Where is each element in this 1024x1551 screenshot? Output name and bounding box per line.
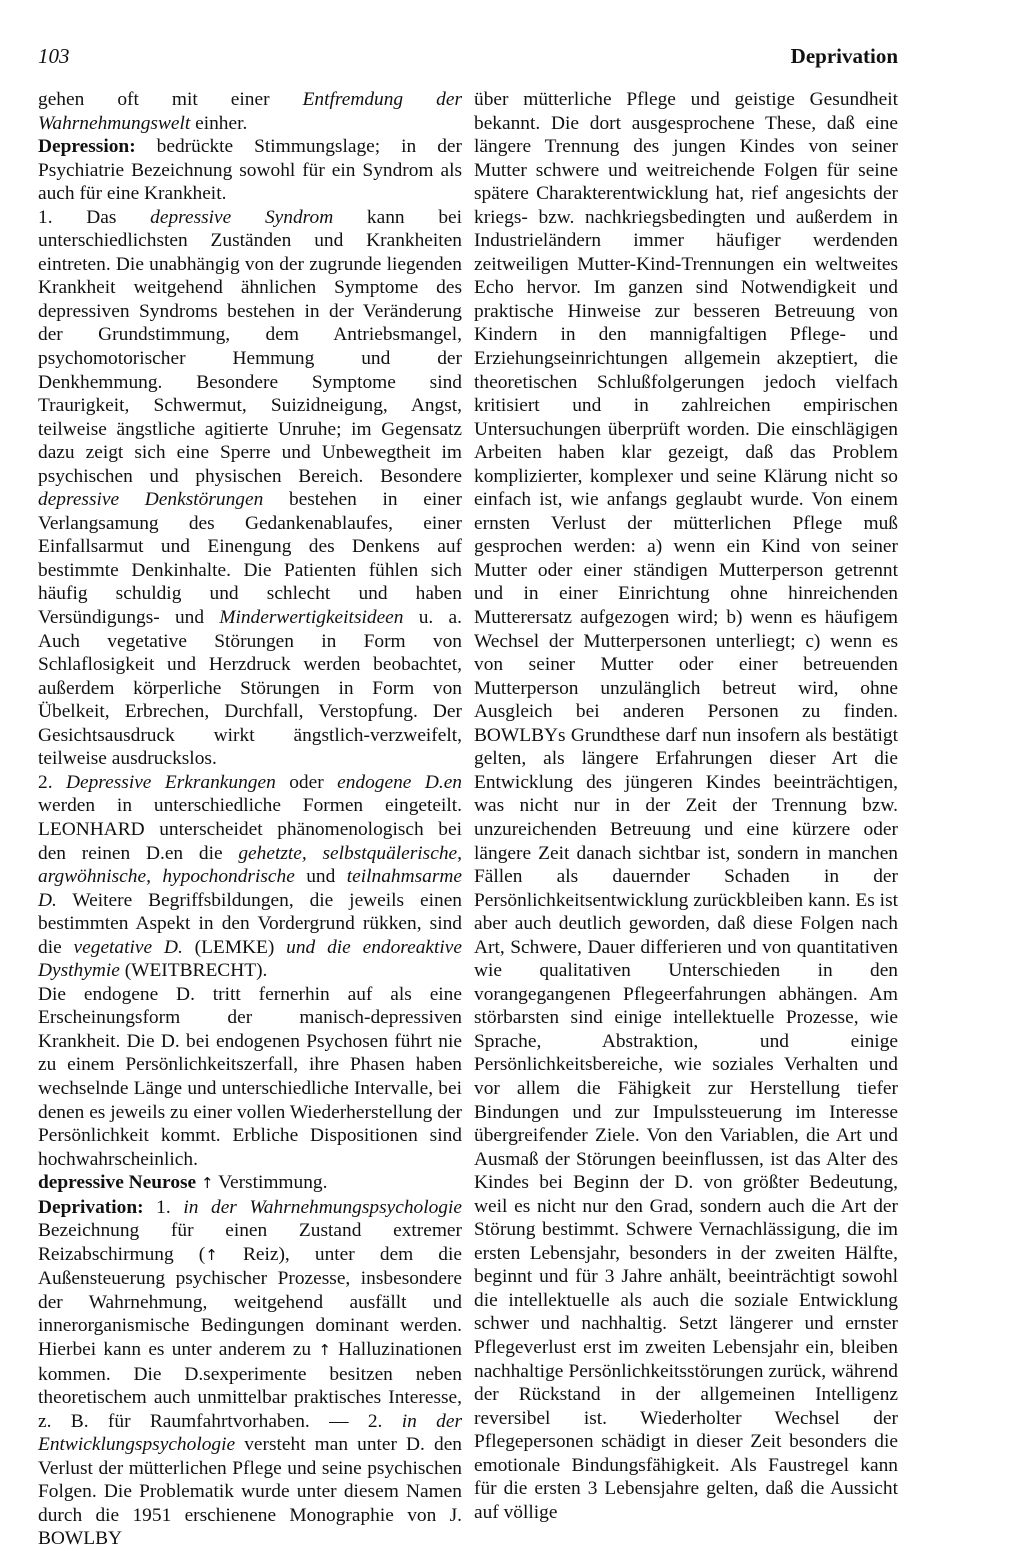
italic-term: depressive Denkstörungen [38, 489, 264, 511]
text-run: Halluzinationen kommen. Die D.sexperimente besitzen neben theoretischem auch unmittelbar praktisches Interesse, z. B. für Raumfahrtvorhaben. — 2. [38, 1338, 462, 1432]
text-run: u. a. Auch vegetative Störungen in Form von Schlaflosigkeit und Herzdruck werden beobachtet, außerdem körperliche Störungen in Form von Übelkeit, Erbrechen, Durchfall, Verstopfung. Der Gesichtsausdruck wirkt ängstlich-verzweifelt, teilweise ausdruckslos. [38, 607, 462, 770]
paragraph-depressive-erkrankungen [38, 771, 462, 983]
text-run: (LEMKE) [182, 936, 287, 958]
running-head: Deprivation [790, 44, 898, 68]
entry-term: Depression: [38, 136, 136, 158]
text-run: gehen oft mit einer [38, 89, 303, 110]
text-run: (WEITBRECHT). [119, 960, 268, 982]
text-run: einher. [190, 112, 248, 134]
paragraph-depressive-syndrom [38, 206, 462, 771]
entry-deprivation [38, 1196, 462, 1551]
text-run: 2. [38, 771, 66, 793]
entry-definition: bedrückte Stimmungslage; in der Psychiatrie Bezeichnung sowohl für ein Syndrom als auch für eine Krankheit. [38, 136, 462, 205]
cross-reference: Verstimmung. [213, 1172, 328, 1194]
paragraph-endogene-d [38, 983, 462, 1171]
text-run: Weitere Begriffsbildungen, die jeweils einen bestimmten Aspekt in den Vordergrund rükken, sind die [38, 889, 462, 958]
page-number: 103 [38, 44, 70, 68]
text-run: 1. Das [38, 206, 151, 228]
text-run: und [294, 866, 347, 888]
entry-depression [38, 135, 462, 206]
entry-term: depressive Neurose [38, 1172, 197, 1194]
paragraph-continuation [38, 88, 462, 135]
italic-term: in der Wahrnehmungspsychologie [183, 1196, 462, 1218]
italic-term: in der Entwicklungspsychologie [38, 1410, 463, 1456]
text-run: Bezeichnung für einen Zustand extremer Reizabschirmung ( [38, 1220, 462, 1265]
cross-reference-arrow-icon: ↑ [201, 1174, 214, 1193]
text-run: bestehen in einer Verlangsamung des Gedankenablaufes, einer Einfallsarmut und Einengung des Denkens auf bestimmte Denkinhalte. Die Patienten fühlen sich häufig schuldig und schlecht und haben Versündigungs- und [38, 489, 462, 629]
text-run: Die endogene D. tritt fernerhin auf als eine Erscheinungsform der manisch-depressiven Krankheit. Die D. bei endogenen Psychosen führt nie zu einem Persönlichkeitszerfall, ihre Phasen haben wechselnde Länge und unterschiedliche Intervalle, bei denen es jeweils zu einer vollen Wiederherstellung der Persönlichkeit kommt. Erbliche Dispositionen sind hochwahrscheinlich. [38, 983, 462, 1170]
right-column [474, 88, 898, 1524]
italic-term: teilnahmsarme D. [38, 866, 462, 911]
cross-reference-arrow-icon: ↑ [205, 1245, 218, 1264]
italic-term: Entfremdung der Wahrnehmungswelt [38, 89, 462, 134]
entry-term: Deprivation: [38, 1196, 144, 1218]
text-run: Reiz), unter dem die Außensteuerung psychischer Prozesse, insbesondere der Wahrnehmung, weitgehend ausfällt und innerorganismische Bedingungen dominant werden. Hierbei kann es unter anderem zu [38, 1243, 462, 1360]
italic-term: Minderwertigkeitsideen [219, 607, 404, 629]
text-run: oder [275, 771, 338, 793]
text-run: kann bei unterschiedlichsten Zuständen und Krankheiten eintreten. Die unabhängig von der zugrunde liegenden Krankheit weitgehend ähnlichen Symptome des depressiven Syndroms bestehen in der Veränderung der Grundstimmung, dem Antriebsmangel, psychomotorischer Hemmung und der Denkhemmung. Besondere Symptome sind Traurigkeit, Schwermut, Suizidneigung, Angst, teilweise ängstliche agitierte Unruhe; im Gegensatz dazu zeigt sich eine Sperre und Unbewegtheit im psychischen und physischen Bereich. Besondere [38, 206, 463, 487]
left-column [38, 88, 462, 1551]
text-run: versteht man unter D. den Verlust der mütterlichen Pflege und seine psychischen Folgen. Die Problematik wurde unter diesem Namen durch die 1951 erschienene Monographie von J. BOWLBY [38, 1434, 462, 1550]
paragraph-deprivation-continued: über mütterliche Pflege und geistige Gesundheit bekannt. Die dort ausgesprochene These, daß eine längere Trennung des jungen Kindes von seiner Mutter schwere und weitreichende Folgen für seine spätere Charakterentwicklung hat, rief angesichts der kriegs- bzw. nachkriegsbedingten und außerdem in Industrieländern immer häufiger werdenden zeitweiligen Mutter-Kind-Trennungen ein weltweites Echo hervor. Im ganzen sind Notwendigkeit und praktische Hinweise zur besseren Betreuung von Kindern in den mannigfaltigen Pflege- und Erziehungseinrichtungen allgemein akzeptiert, die theoretischen Schlußfolgerungen jedoch vielfach kritisiert und in zahlreichen empirischen Untersuchungen überprüft worden. Die einschlägigen Arbeiten haben klar gezeigt, daß das Problem komplizierter, komplexer und seine Klärung nicht so einfach ist, wie anfangs geglaubt wurde. Von einem ernsten Verlust der mütterlichen Pflege muß gesprochen werden: a) wenn ein Kind von seiner Mutter oder einer ständigen Mutterperson getrennt und in einer Einrichtung ohne hinreichenden Mutterersatz aufgezogen wird; b) wenn es häufigem Wechsel der Mutterpersonen unterliegt; c) wenn es von seiner Mutter oder einer betreuenden Mutterperson unzulänglich betreut wird, ohne Ausgleich bei anderen Personen zu finden. BOWLBYs Grundthese darf nun insofern als bestätigt gelten, als längere Erfahrungen dieser Art die Entwicklung des jüngeren Kindes beeinträchtigen, was nicht nur in der Zeit der Trennung bzw. unzureichenden Betreuung und eine kürzere oder längere Zeit danach sichtbar ist, sondern in manchen Fällen als dauernder Schaden in der Persönlichkeitsentwicklung zurückbleiben kann. Es ist aber auch deutlich geworden, daß diese Folgen nach Art, Schwere, Dauer differieren und von quantitativen wie qualitativen Unterschieden in den vorangegangenen Pflegeerfahrungen abhängen. Am störbarsten sind einige intellektuelle Prozesse, wie Sprache, Abstraktion, und einige Persönlichkeitsbereiche, wie soziales Verhalten und vor allem die Fähigkeit zur Herstellung tiefer Bindungen und zur Impulssteuerung im Interesse übergreifender Ziele. Von den Variablen, die Art und Ausmaß der Störungen beeinflussen, ist das Alter des Kindes bei Beginn der D. von größter Bedeutung, weil es nicht nur den Grad, sondern auch die Art der Störung bestimmt. Schwere Vernachlässigung, die im ersten Lebensjahr, besonders in der zweiten Hälfte, beginnt und für 3 Jahre anhält, beeinträchtigt sowohl die intellektuelle als auch die soziale Entwicklung schwer und nachhaltig. Setzt längerer und ernster Pflegeverlust erst im zweiten Lebensjahr ein, bleiben nachhaltige Persönlichkeitsstörungen zurück, während der Rückstand in der allgemeinen Intelligenz reversibel ist. Wiederholter Wechsel der Pflegepersonen schädigt in dieser Zeit besonders die emotionale Bindungsfähigkeit. Als Faustregel kann für die ersten 3 Lebensjahre gelten, daß die Aussicht auf völlige [474, 89, 898, 1523]
italic-term: vegetative D. [73, 936, 183, 958]
cross-reference-arrow-icon: ↑ [318, 1340, 331, 1359]
text-run: 1. [143, 1196, 184, 1218]
italic-term: und die endoreaktive Dysthymie [38, 936, 462, 982]
italic-term: Depressive Erkrankungen [65, 771, 276, 793]
text-run: werden in unterschiedliche Formen eingeteilt. LEONHARD unterscheidet phänomenologisch bei den reinen D.en die [38, 795, 462, 864]
entry-depressive-neurose [38, 1171, 462, 1196]
italic-term: gehetzte, selbstquälerische, argwöhnische, hypochondrische [38, 842, 462, 888]
italic-term: depressive Syndrom [150, 206, 334, 228]
italic-term: endogene D.en [337, 771, 462, 793]
